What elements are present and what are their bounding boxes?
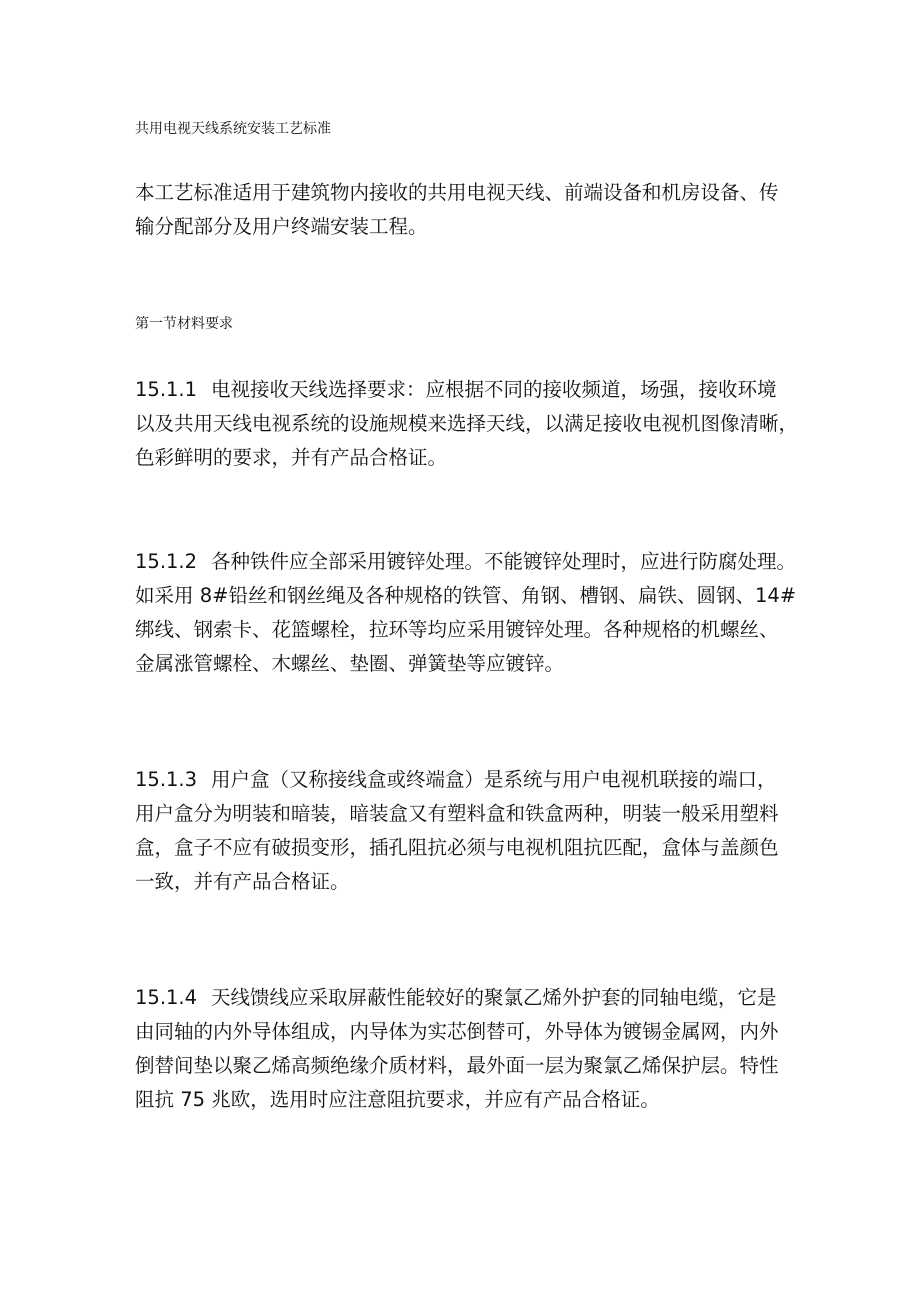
clause-number: 15.1.3 <box>135 768 198 791</box>
clause-15-1-3 <box>135 763 795 899</box>
clause-line: 阻抗 75 兆欧，选用时应注意阻抗要求，并应有产品合格证。 <box>135 1088 660 1111</box>
clause-line: 用户盒分为明装和暗装，暗装盒又有塑料盒和铁盒两种，明装一般采用塑料 <box>135 802 779 825</box>
document-title: 共用电视天线系统安装工艺标准 <box>135 121 331 137</box>
clause-line <box>135 981 795 1015</box>
clause-line: 盒，盒子不应有破损变形，插孔阻抗必须与电视机阻抗匹配，盒体与盖颜色 <box>135 836 779 859</box>
clause-text: 各种铁件应全部采用镀锌处理。不能镀锌处理时，应进行防腐处理。 <box>211 550 797 573</box>
clause-line: 色彩鲜明的要求，并有产品合格证。 <box>135 446 448 469</box>
clause-number: 15.1.2 <box>135 550 198 573</box>
clause-line: 倒替间垫以聚乙烯高频绝缘介质材料，最外面一层为聚氯乙烯保护层。特性 <box>135 1054 779 1077</box>
section-heading: 第一节材料要求 <box>135 316 233 332</box>
clause-line: 金属涨管螺栓、木螺丝、垫圈、弹簧垫等应镀锌。 <box>135 652 565 675</box>
clause-15-1-2 <box>135 545 795 681</box>
clause-15-1-1 <box>135 373 799 475</box>
intro-line: 输分配部分及用户终端安装工程。 <box>135 215 428 238</box>
clause-line: 如采用 8#铅丝和钢丝绳及各种规格的铁管、角钢、槽钢、扁铁、圆钢、14# <box>135 584 797 607</box>
clause-line: 一致，并有产品合格证。 <box>135 870 350 893</box>
clause-number: 15.1.4 <box>135 986 198 1009</box>
clause-line <box>135 373 795 407</box>
clause-text: 天线馈线应采取屏蔽性能较好的聚氯乙烯外护套的同轴电缆，它是 <box>211 986 777 1009</box>
intro-line: 本工艺标准适用于建筑物内接收的共用电视天线、前端设备和机房设备、传 <box>135 181 779 204</box>
intro-paragraph <box>135 176 795 244</box>
clause-line: 由同轴的内外导体组成，内导体为实芯倒替可，外导体为镀锡金属网，内外 <box>135 1020 779 1043</box>
clause-number: 15.1.1 <box>135 378 198 401</box>
clause-text: 电视接收天线选择要求：应根据不同的接收频道，场强，接收环境 <box>211 378 777 401</box>
clause-text: 用户盒（又称接线盒或终端盒）是系统与用户电视机联接的端口， <box>211 768 777 791</box>
clause-line <box>135 545 795 579</box>
clause-15-1-4 <box>135 981 795 1117</box>
clause-line: 绑线、钢索卡、花篮螺栓，拉环等均应采用镀锌处理。各种规格的机螺丝、 <box>135 618 779 641</box>
clause-line <box>135 763 795 797</box>
clause-line: 以及共用天线电视系统的设施规模来选择天线，以满足接收电视机图像清晰， <box>135 412 799 435</box>
